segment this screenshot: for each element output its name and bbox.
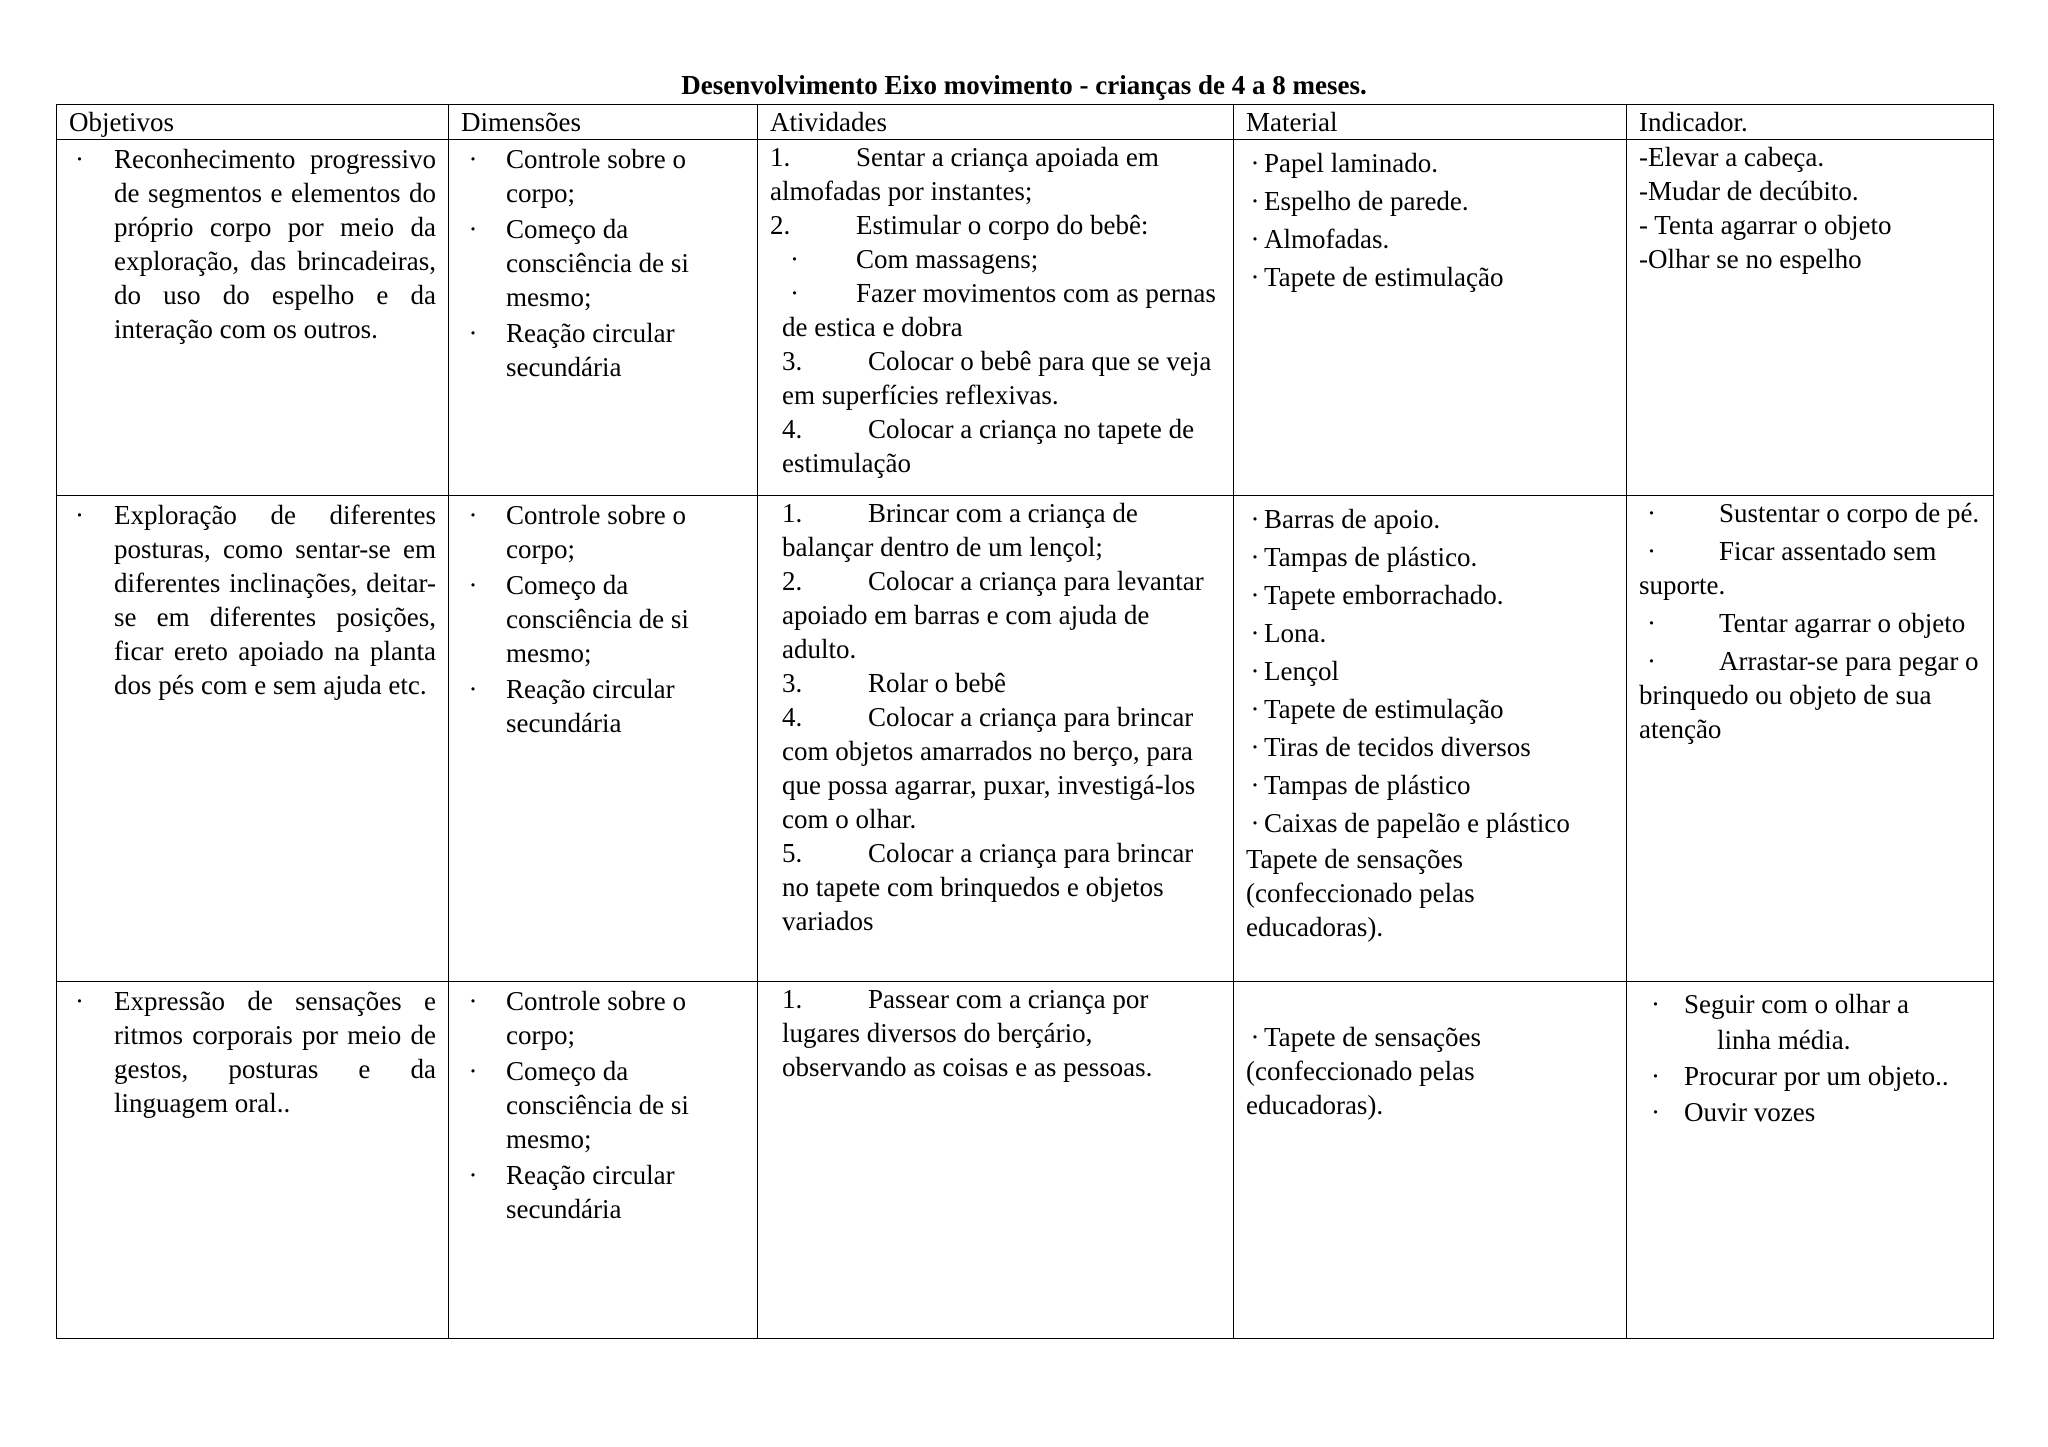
atividade-item: 1. Passear com a criança por lugares diversos do berçário, observando as coisas e as pessoas.: [782, 984, 1153, 1082]
bullet-icon: ·: [75, 500, 84, 530]
indicador-cell: [1627, 982, 1994, 1339]
material-item: · Tapete de estimulação: [1246, 690, 1616, 728]
dimensao-item: · Começo da consciência de si mesmo;: [468, 214, 689, 312]
material-item: · Almofadas.: [1246, 220, 1616, 258]
material-cell: [1234, 496, 1627, 982]
indicador-item: -Elevar a cabeça.: [1639, 142, 1825, 172]
atividades-cell: [758, 982, 1234, 1339]
bullet-icon: ·: [468, 1160, 478, 1190]
material-cell: [1234, 140, 1627, 496]
bullet-icon: ·: [75, 144, 84, 174]
bullet-icon: ·: [1250, 732, 1260, 762]
bullet-icon: ·: [1250, 618, 1260, 648]
material-item: · Lona.: [1246, 614, 1616, 652]
bullet-icon: ·: [1250, 224, 1260, 254]
dimensao-item: · Reação circular secundária: [468, 1160, 675, 1224]
bullet-icon: ·: [468, 674, 478, 704]
bullet-icon: ·: [1250, 694, 1260, 724]
dimensoes-cell: [449, 140, 758, 496]
bullet-icon: ·: [468, 144, 478, 174]
indicador-item: · Ouvir vozes: [1639, 1094, 1981, 1130]
atividades-cell: [758, 496, 1234, 982]
dimensao-item: · Controle sobre o corpo;: [468, 986, 686, 1050]
indicador-item: · Seguir com o olhar a linha média.: [1639, 986, 1981, 1058]
indicador-item: · Arrastar-se para pegar o brinquedo ou objeto de sua atenção: [1639, 646, 1979, 744]
bullet-icon: ·: [1647, 536, 1656, 566]
bullet-icon: ·: [468, 500, 478, 530]
material-note: Tapete de sensações (confeccionado pelas educadoras).: [1246, 844, 1475, 942]
material-item: · Espelho de parede.: [1246, 182, 1616, 220]
bullet-icon: ·: [1250, 148, 1260, 178]
bullet-icon: ·: [468, 1056, 478, 1086]
indicador-item: -Mudar de decúbito.: [1639, 176, 1859, 206]
material-item: · Papel laminado.: [1246, 144, 1616, 182]
material-item: · Tampas de plástico.: [1246, 538, 1616, 576]
header-dimensoes: Dimensões: [449, 105, 758, 140]
atividade-item: 5. Colocar a criança para brincar no tapete com brinquedos e objetos variados: [782, 838, 1194, 936]
table-row: [57, 496, 1994, 982]
header-atividades: Atividades: [758, 105, 1234, 140]
bullet-icon: ·: [1250, 1022, 1260, 1052]
header-objetivos: Objetivos: [57, 105, 449, 140]
table-row: [57, 982, 1994, 1339]
bullet-icon: ·: [1250, 504, 1260, 534]
bullet-icon: ·: [468, 214, 478, 244]
dimensao-item: · Controle sobre o corpo;: [468, 500, 686, 564]
bullet-icon: ·: [1250, 656, 1260, 686]
atividade-item: 4. Colocar a criança no tapete de estimulação: [782, 414, 1195, 478]
atividade-subitem: · Com massagens;: [770, 242, 1219, 276]
bullet-icon: ·: [1647, 646, 1656, 676]
material-item: · Caixas de papelão e plástico: [1246, 804, 1616, 842]
atividade-item: 1. Sentar a criança apoiada em almofadas por instantes;: [770, 142, 1159, 206]
indicador-item: · Ficar assentado sem suporte.: [1639, 536, 1937, 600]
atividade-item: 3. Colocar o bebê para que se veja em superfícies reflexivas.: [782, 346, 1212, 410]
indicador-cell: [1627, 140, 1994, 496]
bullet-icon: ·: [468, 318, 478, 348]
dimensoes-cell: [449, 496, 758, 982]
bullet-icon: ·: [1647, 498, 1656, 528]
indicador-cell: [1627, 496, 1994, 982]
indicador-item: · Tentar agarrar o objeto: [1639, 606, 1981, 640]
dimensao-item: · Começo da consciência de si mesmo;: [468, 1056, 689, 1154]
bullet-icon: ·: [1651, 989, 1660, 1019]
table-row: [57, 140, 1994, 496]
bullet-icon: ·: [1647, 608, 1656, 638]
bullet-icon: ·: [790, 278, 799, 308]
atividade-item: 4. Colocar a criança para brincar com objetos amarrados no berço, para que possa agarrar, puxar, investigá-los com o olhar.: [782, 702, 1196, 834]
material-item: · Tapete de estimulação: [1246, 258, 1616, 296]
bullet-icon: ·: [1250, 770, 1260, 800]
document-title: Desenvolvimento Eixo movimento - crianças de 4 a 8 meses.: [681, 70, 1367, 100]
dimensoes-cell: [449, 982, 758, 1339]
indicador-item: · Sustentar o corpo de pé.: [1639, 496, 1981, 530]
header-material: Material: [1234, 105, 1627, 140]
material-item: · Barras de apoio.: [1246, 500, 1616, 538]
atividade-item: 1. Brincar com a criança de balançar dentro de um lençol;: [782, 498, 1138, 562]
objetivo-item: · Reconhecimento progressivo de segmentos e elementos do próprio corpo por meio da exploração, das brincadeiras, do uso do espelho e da interação com os outros.: [75, 144, 436, 344]
atividade-item: 2. Colocar a criança para levantar apoiado em barras e com ajuda de adulto.: [782, 566, 1204, 664]
material-item: · Tiras de tecidos diversos: [1246, 728, 1616, 766]
objetivo-cell: [57, 496, 449, 982]
objetivo-cell: [57, 140, 449, 496]
material-item: · Tapete de sensações: [1246, 1020, 1616, 1054]
objetivo-cell: [57, 982, 449, 1339]
indicador-item: -Olhar se no espelho: [1639, 244, 1862, 274]
bullet-icon: ·: [75, 986, 84, 1016]
bullet-icon: ·: [1250, 542, 1260, 572]
bullet-icon: ·: [1250, 808, 1260, 838]
dimensao-item: · Reação circular secundária: [468, 674, 675, 738]
material-cell: [1234, 982, 1627, 1339]
atividade-item: 3. Rolar o bebê: [782, 668, 1006, 698]
indicador-item: · Procurar por um objeto..: [1639, 1058, 1981, 1094]
bullet-icon: ·: [1250, 262, 1260, 292]
material-item: · Tampas de plástico: [1246, 766, 1616, 804]
objetivo-item: · Exploração de diferentes posturas, como sentar-se em diferentes inclinações, deitar-se em diferentes posições, ficar ereto apoiado na planta dos pés com e sem ajuda etc.: [75, 500, 436, 700]
material-item: · Tapete emborrachado.: [1246, 576, 1616, 614]
atividade-subitem: · Fazer movimentos com as pernas de estica e dobra: [782, 278, 1216, 342]
material-item: · Lençol: [1246, 652, 1616, 690]
bullet-icon: ·: [1651, 1097, 1660, 1127]
bullet-icon: ·: [1250, 186, 1260, 216]
atividades-cell: [758, 140, 1234, 496]
atividade-item: 2. Estimular o corpo do bebê:: [770, 210, 1149, 240]
planning-table: [56, 104, 1994, 1339]
material-note: (confeccionado pelas educadoras).: [1246, 1056, 1475, 1120]
objetivo-item: · Expressão de sensações e ritmos corporais por meio de gestos, posturas e da linguagem oral..: [75, 986, 436, 1118]
table-header-row: [57, 105, 1994, 140]
dimensao-item: · Controle sobre o corpo;: [468, 144, 686, 208]
dimensao-item: · Reação circular secundária: [468, 318, 675, 382]
bullet-icon: ·: [790, 244, 799, 274]
bullet-icon: ·: [1250, 580, 1260, 610]
dimensao-item: · Começo da consciência de si mesmo;: [468, 570, 689, 668]
bullet-icon: ·: [468, 570, 478, 600]
bullet-icon: ·: [1651, 1061, 1660, 1091]
header-indicador: Indicador.: [1627, 105, 1994, 140]
bullet-icon: ·: [468, 986, 478, 1016]
indicador-item: - Tenta agarrar o objeto: [1639, 210, 1892, 240]
